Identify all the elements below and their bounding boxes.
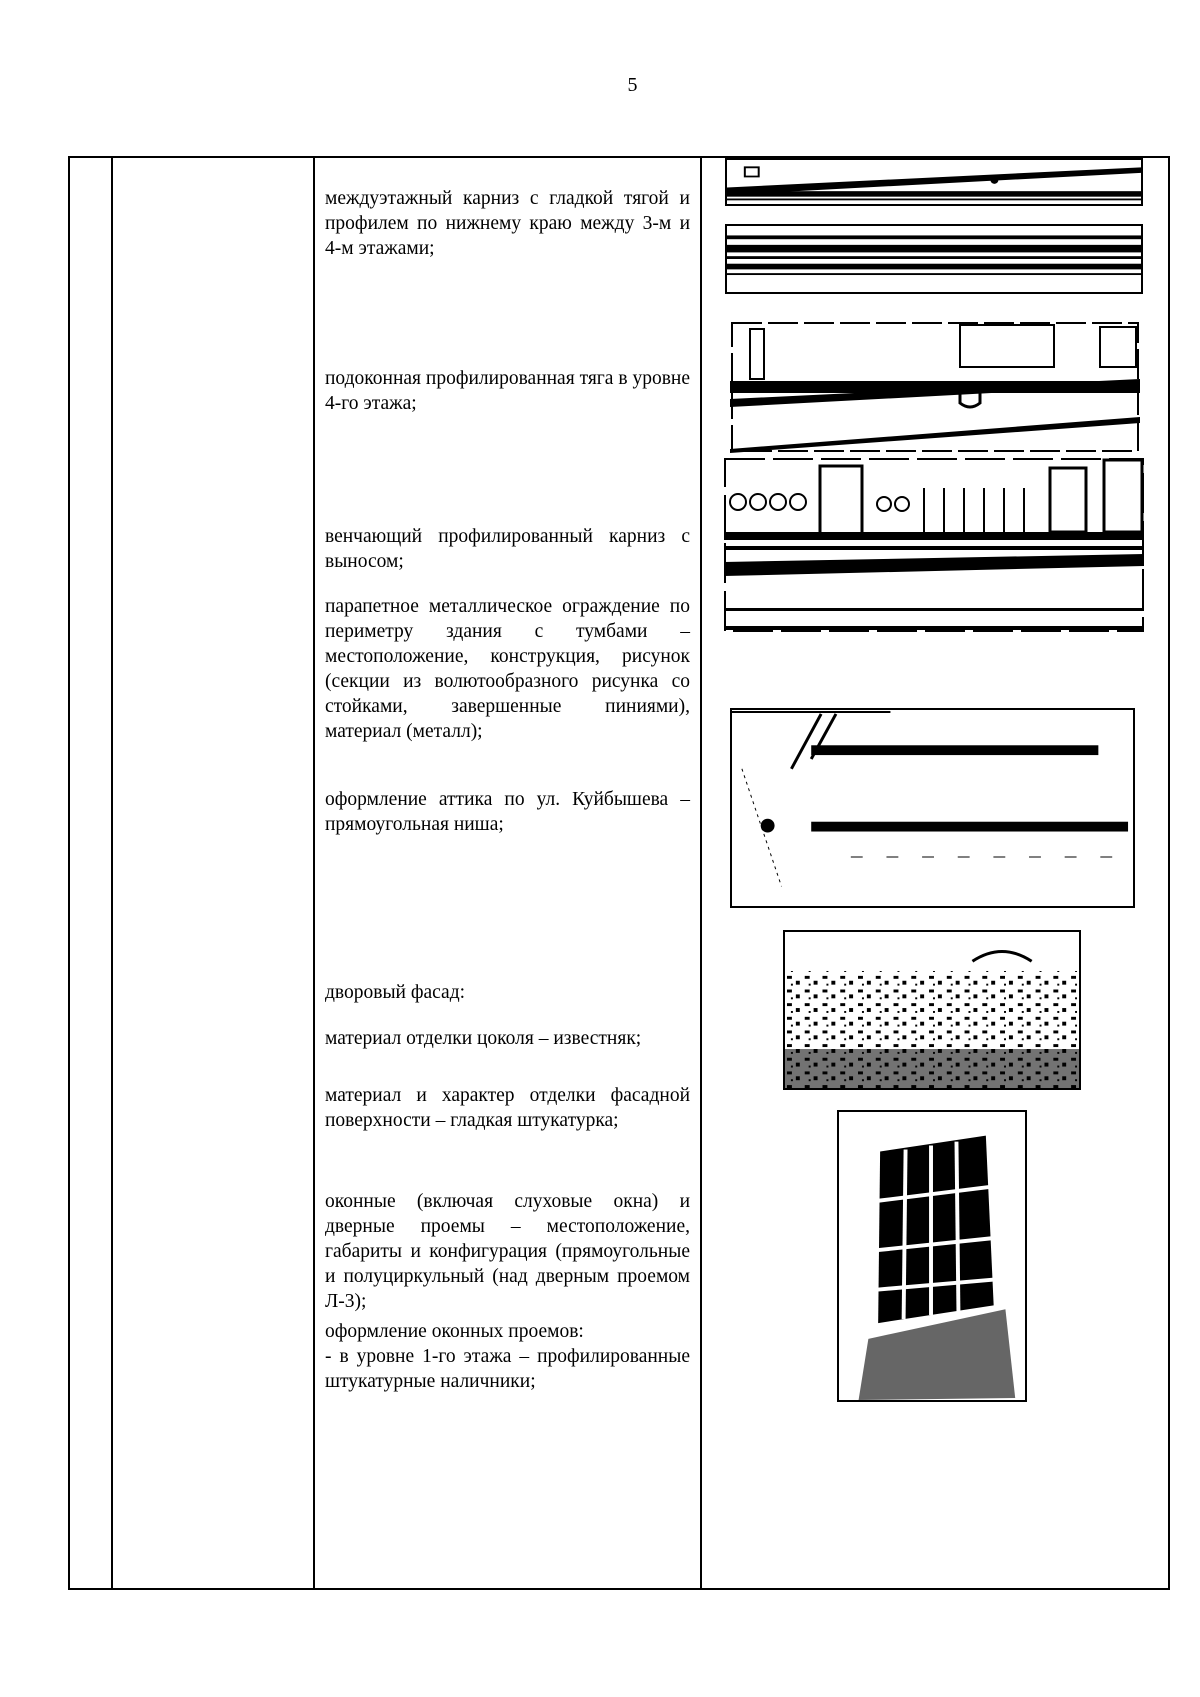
item-parapet-railing: парапетное металлическое ограждение по периметру здания с тумбами – местоположение, конструкция, рисунок (секции из волютообразного рисунка со стойками, завершенные пиниями), материал (металл); bbox=[325, 596, 690, 742]
photo-window-sill-band bbox=[730, 321, 1140, 453]
page-number: 5 bbox=[627, 74, 638, 96]
photo-window-grille bbox=[837, 1110, 1027, 1402]
item-plinth-material: материал отделки цоколя – известняк; bbox=[325, 1028, 642, 1049]
content-table bbox=[68, 156, 1170, 1590]
item-first-floor-casings: - в уровне 1-го этажа – профилированные штукатурные наличники; bbox=[325, 1346, 690, 1392]
column-divider bbox=[313, 158, 315, 1588]
item-attic-niche: оформление аттика по ул. Куйбышева – прямоугольная ниша; bbox=[325, 789, 690, 835]
item-window-sill-band: подоконная профилированная тяга в уровне 4-го этажа; bbox=[325, 368, 690, 414]
photo-interfloor-cornice-bottom bbox=[725, 224, 1143, 294]
item-courtyard-facade: дворовый фасад: bbox=[325, 982, 466, 1003]
item-crowning-cornice: венчающий профилированный карниз с выносом; bbox=[325, 526, 690, 572]
item-surface-finish: материал и характер отделки фасадной поверхности – гладкая штукатурка; bbox=[325, 1085, 690, 1131]
photo-attic-niche bbox=[730, 708, 1135, 908]
column-divider bbox=[700, 158, 702, 1588]
photo-interfloor-cornice-top bbox=[725, 158, 1143, 206]
item-openings: оконные (включая слуховые окна) и дверные проемы – местоположение, габариты и конфигурация (прямоугольные и полуциркульный (над дверным проемом Л-3); bbox=[325, 1191, 690, 1312]
photo-plinth-limestone bbox=[783, 930, 1081, 1090]
column-divider bbox=[111, 158, 113, 1588]
item-interfloor-cornice: междуэтажный карниз с гладкой тягой и профилем по нижнему краю между 3-м и 4-м этажами; bbox=[325, 188, 690, 259]
photo-crowning-cornice-parapet bbox=[724, 458, 1144, 632]
item-window-decoration: оформление оконных проемов: bbox=[325, 1321, 584, 1342]
